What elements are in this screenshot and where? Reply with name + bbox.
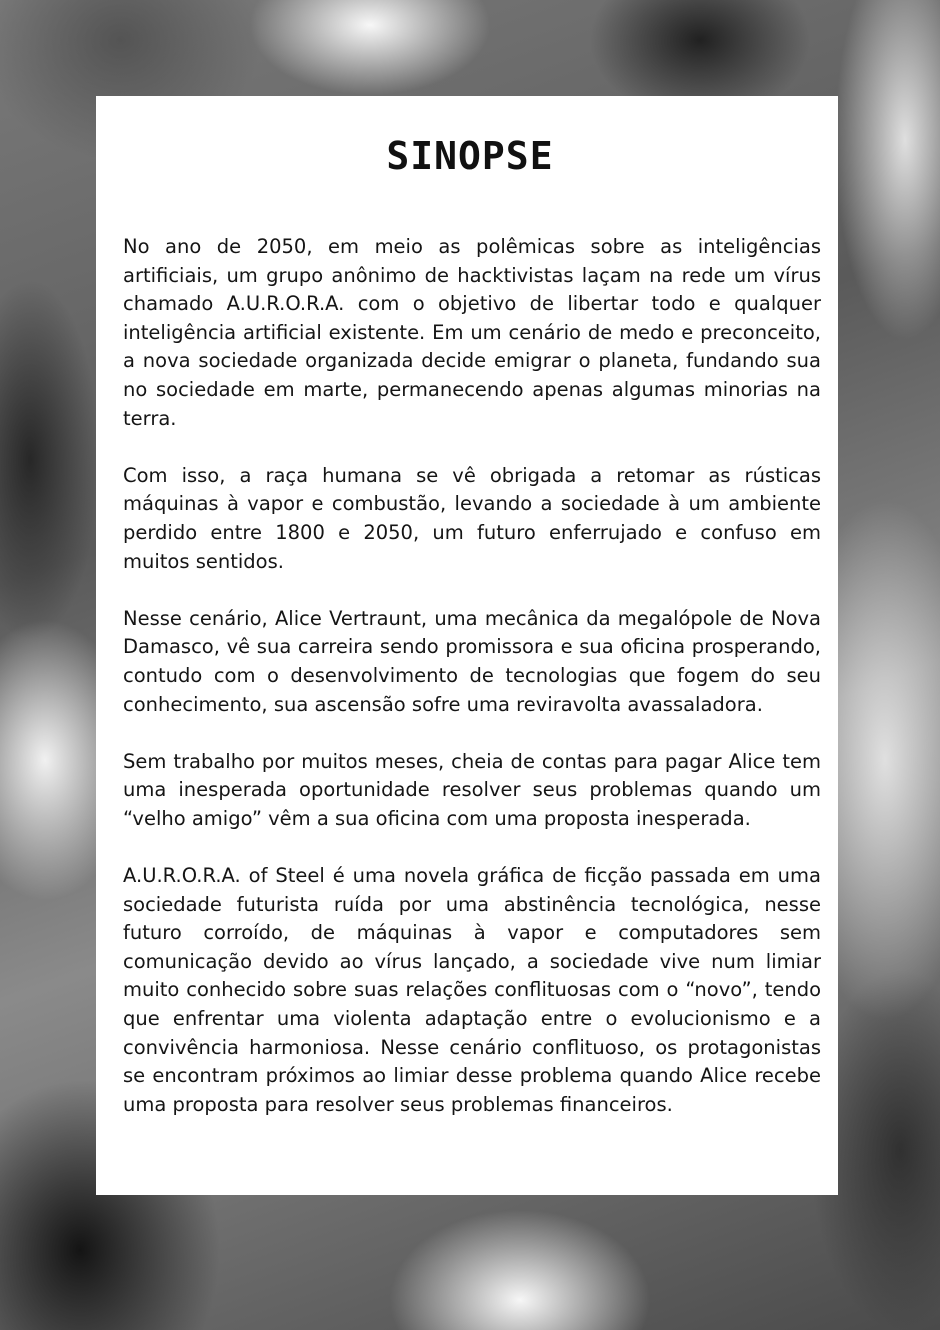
page-title: SINOPSE [386, 134, 554, 178]
paragraph-5: A.U.R.O.R.A. of Steel é uma novela gráfica de ficção passada em uma sociedade futurista ruída por uma abstinência tecnológica, nesse futuro corroído, de máquinas à vapor e computadores sem comunicação devido ao vírus lançado, a sociedade vive num limiar muito conhecido sobre suas relações conflituosas com o “novo”, tendo que enfrentar uma violenta adaptação entre o evolucionismo e a convivência harmoniosa. Nesse cenário conflituoso, os protagonistas se encontram próximos ao limiar desse problema quando Alice recebe uma proposta para resolver seus problemas financeiros. [123, 864, 821, 1116]
paragraph-2: Com isso, a raça humana se vê obrigada a retomar as rústicas máquinas à vapor e combustão, levando a sociedade à um ambiente perdido entre 1800 e 2050, um futuro enferrujado e confuso em muitos sentidos. [123, 463, 821, 573]
paragraph-3: Nesse cenário, Alice Vertraunt, uma mecânica da megalópole de Nova Damasco, vê sua carreira sendo promissora e sua oficina prosperando, contudo com o desenvolvimento de tecnologias que fogem do seu conhecimento, sua ascensão sofre uma reviravolta avassaladora. [123, 606, 821, 716]
synopsis-body [123, 233, 821, 1119]
paragraph-1: No ano de 2050, em meio as polêmicas sobre as inteligências artificiais, um grupo anônimo de hacktivistas laçam na rede um vírus chamado A.U.R.O.R.A. com o objetivo de libertar todo e qualquer inteligência artificial existente. Em um cenário de medo e preconceito, a nova sociedade organizada decide emigrar o planeta, fundando sua no sociedade em marte, permanecendo apenas algumas minorias na terra. [123, 235, 821, 430]
paragraph-4: Sem trabalho por muitos meses, cheia de contas para pagar Alice tem uma inesperada oportunidade resolver seus problemas quando um “velho amigo” vêm a sua oficina com uma proposta inesperada. [123, 749, 821, 830]
